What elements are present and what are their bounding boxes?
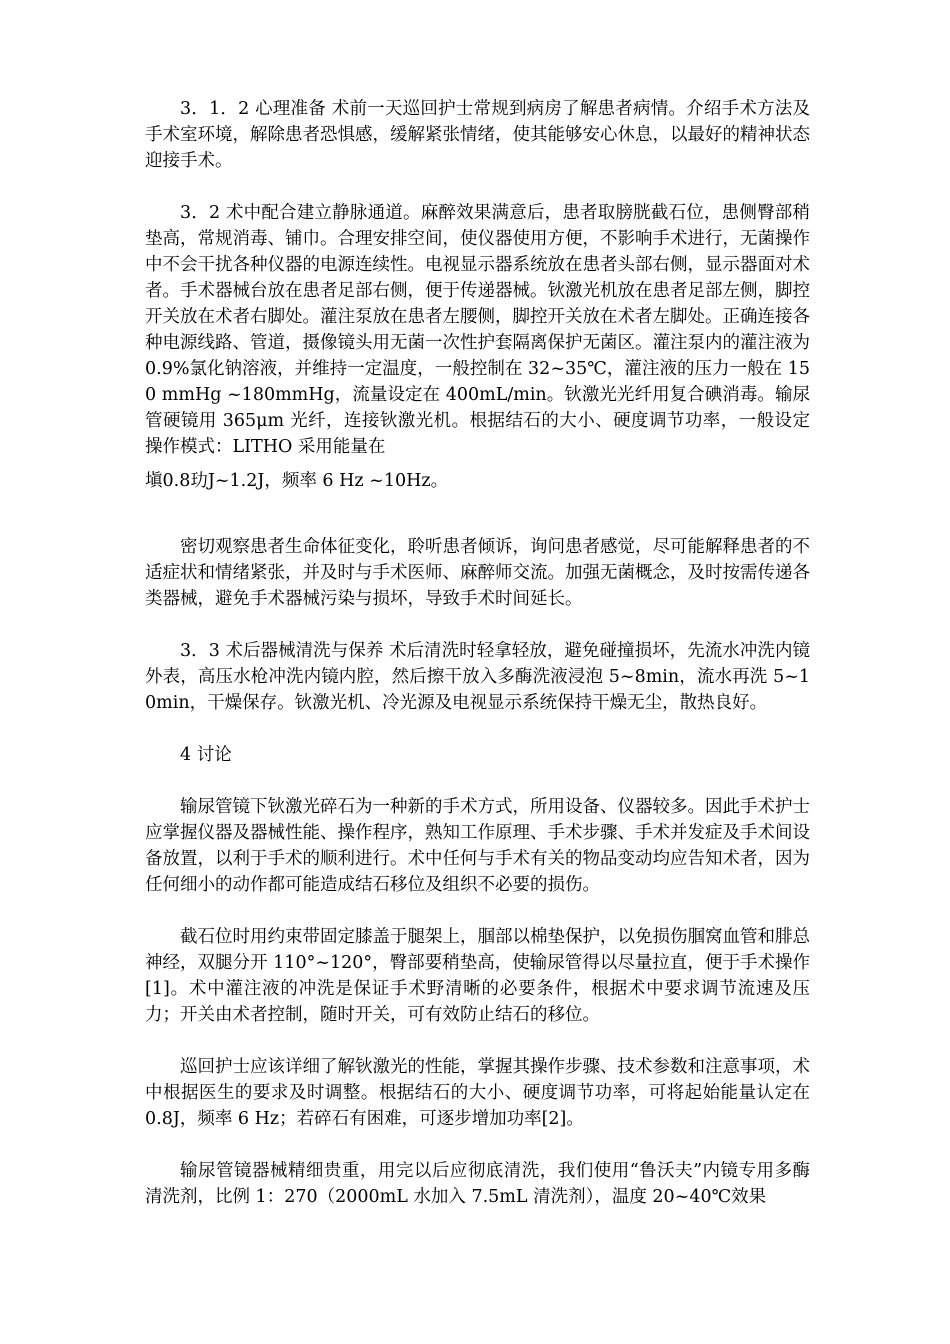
paragraph-discussion-3: 巡回护士应该详细了解钬激光的性能，掌握其操作步骤、技术参数和注意事项，术中根据医生的要求及时调整。根据结石的大小、硬度调节功率，可将起始能量认定在 0.8J，频率 6 Hz；若碎石有困难，可逐步增加功率[2]。 [145, 1057, 810, 1129]
paragraph-intraoperative [145, 200, 810, 494]
paragraph-discussion-4: 输尿管镜器械精细贵重，用完以后应彻底清洗，我们使用“鲁沃夫”内镜专用多酶清洗剂，比例 1：270（2000mL 水加入 7.5mL 清洗剂），温度 20~40℃效果 [145, 1161, 810, 1207]
section-heading-discussion: 4 讨论 [180, 745, 232, 765]
paragraph-postoperative: 3．3 术后器械清洗与保养 术后清洗时轻拿轻放，避免碰撞损坏，先流水冲洗内镜外表，高压水枪冲洗内镜内腔，然后擦干放入多酶洗液浸泡 5~8min，流水再洗 5~10min，干燥保存。钬激光机、冷光源及电视显示系统保持干燥无尘，散热良好。 [145, 641, 810, 713]
document-page [145, 96, 810, 1236]
paragraph-intraoperative-body: 3．2 术中配合建立静脉通道。麻醉效果满意后，患者取膀胱截石位，患侧臀部稍垫高，常规消毒、铺巾。合理安排空间，使仪器使用方便，不影响手术进行，无菌操作中不会干扰各种仪器的电源连续性。电视显示器系统放在患者头部右侧，显示器面对术者。手术器械台放在患者足部右侧，便于传递器械。钬激光机放在患者足部左侧，脚控开关放在术者右脚处。灌注泵放在患者左腰侧，脚控开关放在术者左脚处。正确连接各种电源线路、管道，摄像镜头用无菌一次性护套隔离保护无菌区。灌注泵内的灌注液为 0.9%氯化钠溶液，并维持一定温度，一般控制在 32~35℃，灌注液的压力一般在 150 mmHg ~180mmHg，流量设定在 400mL/min。钬激光光纤用复合碘消毒。输尿管硬镜用 365μm 光纤，连接钬激光机。根据结石的大小、硬度调节功率，一般设定操作模式：LITHO 采用能量在 [145, 203, 810, 457]
paragraph-discussion-2: 截石位时用约束带固定膝盖于腿架上，腘部以棉垫保护，以免损伤腘窝血管和腓总神经，双腿分开 110°~120°，臀部要稍垫高，使输尿管得以尽量拉直，便于手术操作[1]。术中灌注液的冲洗是保证手术野清晰的必要条件，根据术中要求调节流速及压力；开关由术者控制，随时开关，可有效防止结石的移位。 [145, 927, 810, 1025]
paragraph-psychological-prep: 3．1．2 心理准备 术前一天巡回护士常规到病房了解患者病情。介绍手术方法及手术室环境，解除患者恐惧感，缓解紧张情绪，使其能够安心休息，以最好的精神状态迎接手术。 [145, 99, 810, 171]
paragraph-intraoperative-tail: 塡0.8玏J~1.2J，频率 6 Hz ~10Hz。 [145, 471, 449, 491]
paragraph-monitoring: 密切观察患者生命体征变化，聆听患者倾诉，询问患者感觉，尽可能解释患者的不适症状和情绪紧张，并及时与手术医师、麻醉师交流。加强无菌概念，及时按需传递各类器械，避免手术器械污染与损坏，导致手术时间延长。 [145, 537, 810, 609]
paragraph-discussion-1: 输尿管镜下钬激光碎石为一种新的手术方式，所用设备、仪器较多。因此手术护士应掌握仪器及器械性能、操作程序，熟知工作原理、手术步骤、手术并发症及手术间设备放置，以利于手术的顺利进行。术中任何与手术有关的物品变动均应告知术者，因为任何细小的动作都可能造成结石移位及组织不必要的损伤。 [145, 797, 810, 895]
